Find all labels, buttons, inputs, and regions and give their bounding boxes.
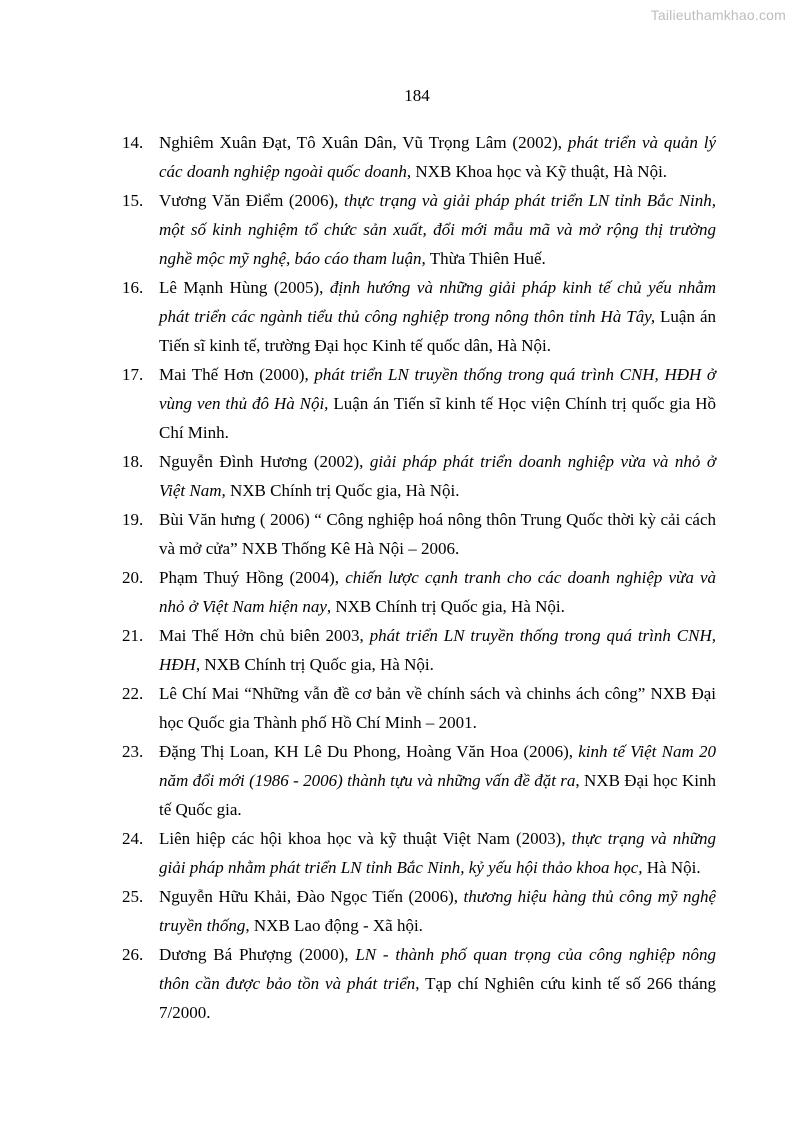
reference-item-21 [122,621,716,679]
reference-text: Bùi Văn hưng ( 2006) “ Công nghiệp hoá nông thôn Trung Quốc thời kỳ cải cách và mở cửa” NXB Thống Kê Hà Nội – 2006. [159,510,716,558]
watermark: Tailieuthamkhao.com [650,7,786,23]
reference-title: chiến lược cạnh tranh cho các doanh nghiệp vừa và nhỏ ở Việt Nam hiện nay [159,568,716,616]
reference-text: Lê Chí Mai “Những vẫn đề cơ bản về chính sách và chinhs ách công” NXB Đại học Quốc gia Thành phố Hồ Chí Minh – 2001. [159,684,716,732]
reference-text: Đặng Thị Loan, KH Lê Du Phong, Hoàng Văn Hoa (2006), [159,742,579,761]
reference-item-16 [122,273,716,360]
reference-publisher: , Tạp chí Nghiên cứu kinh tế số 266 tháng 7/2000. [159,974,716,1022]
reference-number: 20. [122,568,144,587]
reference-text: Nghiêm Xuân Đạt, Tô Xuân Dân, Vũ Trọng Lâm (2002), [159,133,568,152]
reference-publisher: , NXB Chính trị Quốc gia, Hà Nội. [195,655,434,674]
reference-number: 14. [122,133,144,152]
reference-publisher: Thừa Thiên Huế. [425,249,546,268]
reference-number: 23. [122,742,144,761]
reference-item-19 [122,505,716,563]
reference-number: 21. [122,626,144,645]
reference-item-18 [122,447,716,505]
reference-publisher: , NXB Chính trị Quốc gia, Hà Nội. [326,597,565,616]
reference-publisher: Hà Nội. [642,858,701,877]
reference-text: Phạm Thuý Hồng (2004), [159,568,346,587]
page-number: 184 [404,86,430,105]
reference-number: 24. [122,829,144,848]
reference-text: Mai Thế Hởn chủ biên 2003, [159,626,370,645]
reference-item-25 [122,882,716,940]
reference-number: 25. [122,887,144,906]
reference-title: giải pháp phát triển doanh nghiệp vừa và nhỏ ở Việt Nam, [159,452,717,500]
reference-text: Nguyễn Đình Hương (2002), [159,452,370,471]
reference-title: phát triển và quản lý các doanh nghiệp ngoài quốc doanh [159,133,716,181]
reference-item-23 [122,737,716,824]
reference-number: 22. [122,684,144,703]
reference-number: 15. [122,191,144,210]
reference-number: 26. [122,945,144,964]
reference-text: Mai Thế Hơn (2000), [159,365,315,384]
reference-title: thực trạng và giải pháp phát triển LN tỉnh Bắc Ninh, một số kinh nghiệm tổ chức sản xuất, đổi mới mẫu mã và mở rộng thị trường nghề mộc mỹ nghệ, báo cáo tham luận, [159,191,717,268]
reference-item-14 [122,128,716,186]
reference-item-26 [122,940,716,1027]
reference-publisher: Luận án Tiến sĩ kinh tế, trường Đại học Kinh tế quốc dân, Hà Nội. [159,307,716,355]
reference-item-22 [122,679,716,737]
reference-text: Dương Bá Phượng (2000), [159,945,356,964]
reference-item-24 [122,824,716,882]
reference-publisher: , NXB Đại học Kinh tế Quốc gia. [159,771,717,819]
reference-title: thương hiệu hàng thủ công mỹ nghệ truyền thống [159,887,716,935]
reference-title: phát triển LN truyền thống trong quá trình CNH, HĐH [159,626,716,674]
reference-publisher: , NXB Khoa học và Kỹ thuật, Hà Nội. [406,162,668,181]
reference-title: LN - thành phố quan trọng của công nghiệp nông thôn cần được bảo tồn và phát triển [159,945,716,993]
reference-text: Vương Văn Điểm (2006), [159,191,344,210]
reference-text: Nguyễn Hữu Khải, Đào Ngọc Tiến (2006), [159,887,464,906]
reference-title: định hướng và những giải pháp kinh tế chủ yếu nhằm phát triển các ngành tiểu thủ công nghiệp trong nông thôn tỉnh Hà Tây, [159,278,716,326]
reference-number: 17. [122,365,144,384]
reference-item-17 [122,360,716,447]
reference-item-20 [122,563,716,621]
reference-title: kinh tế Việt Nam 20 năm đổi mới (1986 - 2006) thành tựu và những vấn đề đặt ra [159,742,716,790]
reference-publisher: Luận án Tiến sĩ kinh tế Học viện Chính trị quốc gia Hồ Chí Minh. [159,394,716,442]
reference-text: Liên hiệp các hội khoa học và kỹ thuật Việt Nam (2003), [159,829,572,848]
reference-publisher: , NXB Lao động - Xã hội. [245,916,423,935]
reference-number: 16. [122,278,144,297]
reference-list [122,128,716,1027]
reference-text: Lê Mạnh Hùng (2005), [159,278,330,297]
reference-number: 18. [122,452,144,471]
reference-number: 19. [122,510,144,529]
reference-publisher: NXB Chính trị Quốc gia, Hà Nội. [225,481,460,500]
reference-title: phát triển LN truyền thống trong quá trình CNH, HĐH ở vùng ven thủ đô Hà Nội, [159,365,716,413]
reference-item-15 [122,186,716,273]
reference-title: thực trạng và những giải pháp nhằm phát triển LN tỉnh Bắc Ninh, kỷ yếu hội thảo khoa học, [159,829,717,877]
